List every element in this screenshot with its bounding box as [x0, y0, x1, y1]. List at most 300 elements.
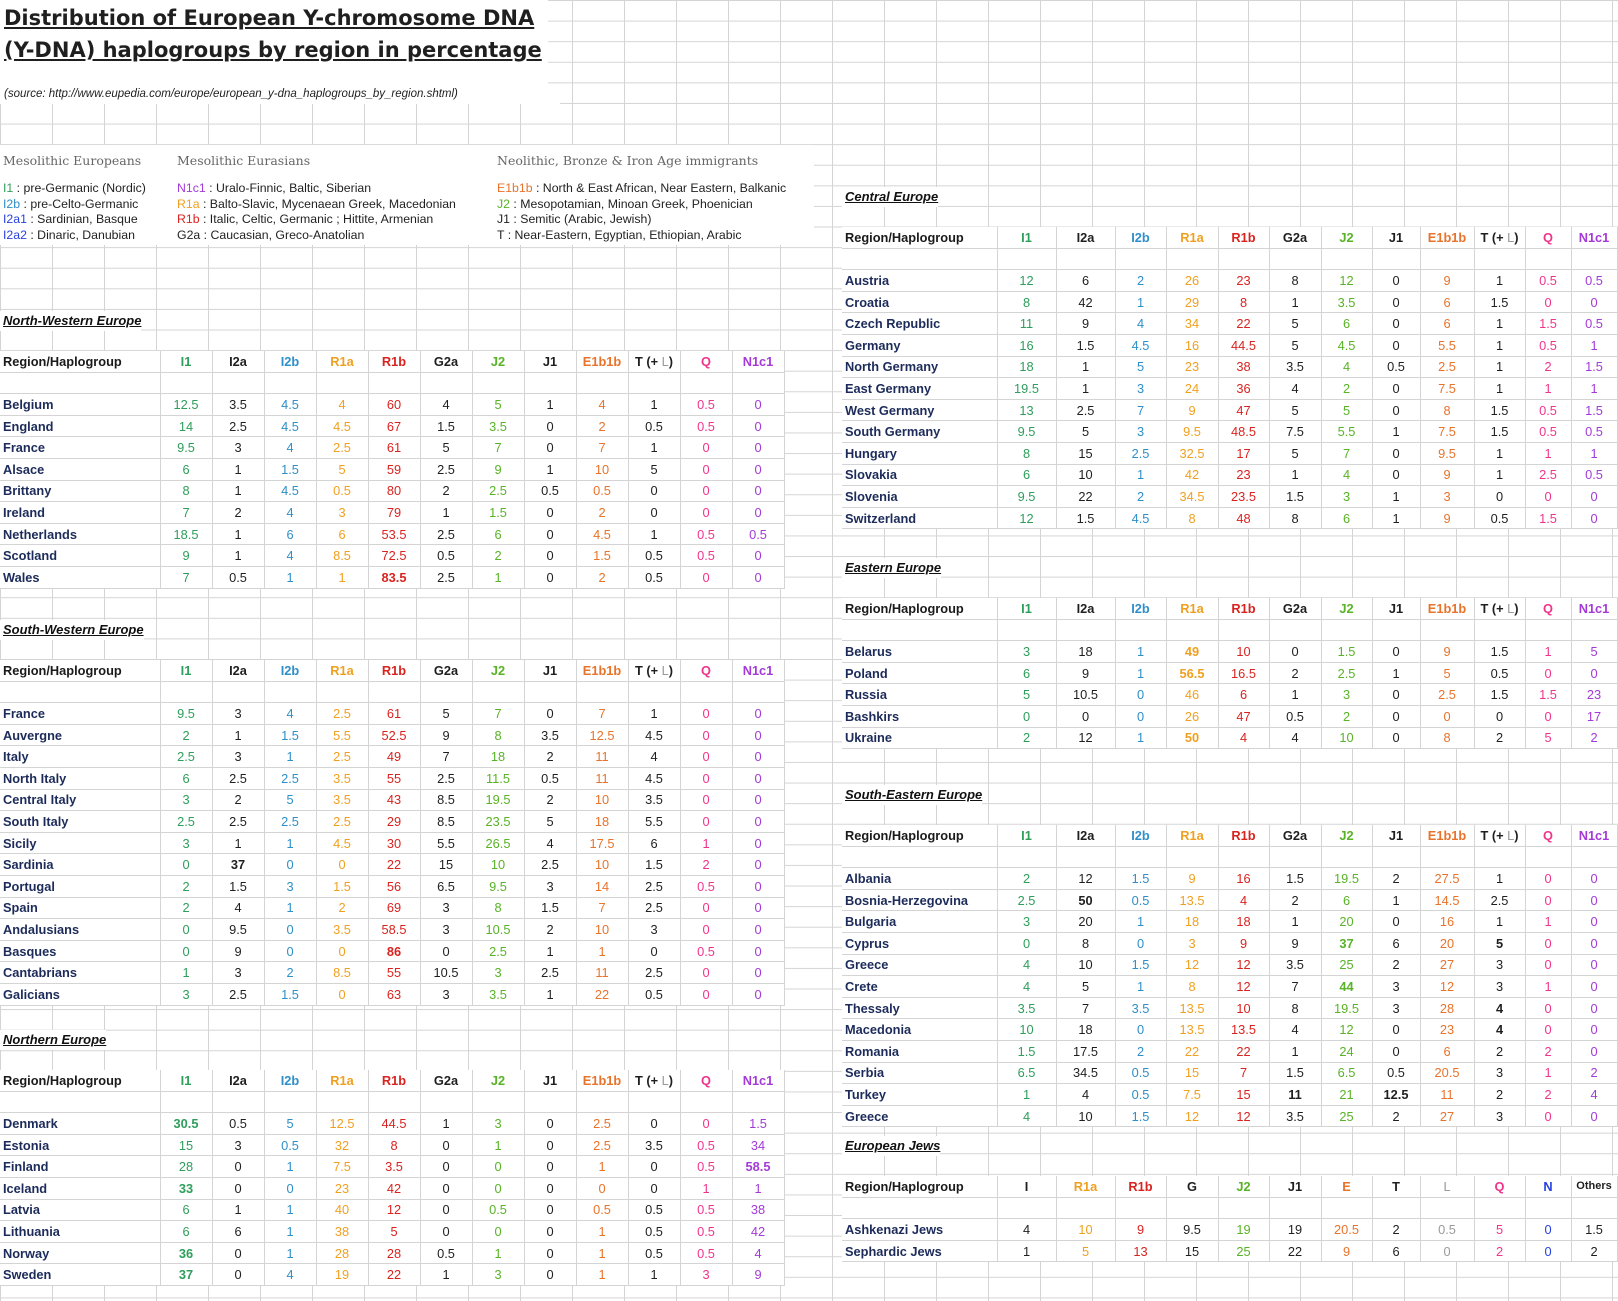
- value-cell: 15: [1166, 1062, 1218, 1084]
- value-cell: 22: [1056, 486, 1115, 508]
- table-row: [842, 641, 1617, 663]
- value-cell: 17.5: [576, 832, 628, 854]
- legend-item: [497, 197, 786, 213]
- value-cell: 0: [628, 480, 680, 502]
- value-cell: 4: [1218, 889, 1269, 911]
- value-cell: 29: [1166, 291, 1218, 313]
- value-cell: 13.5: [1166, 997, 1218, 1019]
- value-cell: 4.5: [1321, 334, 1372, 356]
- value-cell: 0.5: [628, 415, 680, 437]
- value-cell: 9: [160, 545, 212, 567]
- value-cell: 0: [732, 832, 784, 854]
- value-cell: 0: [1372, 641, 1420, 663]
- legend-desc: : Mesopotamian, Minoan Greek, Phoenician: [510, 196, 753, 211]
- haplogroup-table: [842, 1176, 1618, 1262]
- value-cell: 4: [732, 1242, 784, 1264]
- value-cell: 5.5: [316, 724, 368, 746]
- value-cell: 37: [212, 854, 264, 876]
- value-cell: 6: [1372, 1240, 1420, 1262]
- region-name: Macedonia: [842, 1019, 997, 1041]
- value-cell: 4: [1269, 378, 1321, 400]
- value-cell: 25: [1218, 1240, 1269, 1262]
- region-name: Latvia: [0, 1199, 160, 1221]
- value-cell: 4.5: [1115, 334, 1166, 356]
- value-cell: 2.5: [212, 767, 264, 789]
- value-cell: 2.5: [1525, 464, 1571, 486]
- value-cell: 4: [997, 976, 1056, 998]
- value-cell: 0: [680, 480, 732, 502]
- value-cell: 1.5: [1571, 399, 1617, 421]
- region-name: Thessaly: [842, 997, 997, 1019]
- value-cell: 1: [997, 1240, 1056, 1262]
- value-cell: 28: [368, 1242, 420, 1264]
- column-header: R1a: [316, 351, 368, 372]
- value-cell: 2.5: [264, 767, 316, 789]
- value-cell: 2: [1115, 1040, 1166, 1062]
- value-cell: 2: [1372, 1105, 1420, 1127]
- value-cell: 4: [420, 394, 472, 416]
- region-name: Croatia: [842, 291, 997, 313]
- legend-heading: Mesolithic Eurasians: [177, 153, 311, 168]
- table-row: [0, 854, 784, 876]
- value-cell: 22: [368, 854, 420, 876]
- value-cell: 8: [997, 291, 1056, 313]
- value-cell: 26.5: [472, 832, 524, 854]
- value-cell: 1: [212, 1199, 264, 1221]
- value-cell: 23: [1420, 1019, 1474, 1041]
- value-cell: 3: [212, 962, 264, 984]
- value-cell: 1.5: [1321, 641, 1372, 663]
- value-cell: 8.5: [316, 962, 368, 984]
- column-header: E1b1b: [1420, 227, 1474, 248]
- region-header: Region/Haplogroup: [0, 351, 160, 372]
- value-cell: 4: [997, 1219, 1056, 1241]
- value-cell: 0: [628, 1156, 680, 1178]
- column-header: Q: [680, 660, 732, 681]
- value-cell: 16: [1166, 334, 1218, 356]
- value-cell: 0: [680, 724, 732, 746]
- value-cell: 1: [212, 832, 264, 854]
- value-cell: 1: [628, 394, 680, 416]
- value-cell: 2.5: [1420, 356, 1474, 378]
- section-title: Central Europe: [842, 187, 938, 207]
- column-header: Others: [1571, 1176, 1617, 1197]
- value-cell: 7.5: [1269, 421, 1321, 443]
- table-row: [0, 832, 784, 854]
- value-cell: 0: [1571, 291, 1617, 313]
- value-cell: 0.5: [420, 1242, 472, 1264]
- value-cell: 1: [628, 703, 680, 725]
- value-cell: 2.5: [420, 458, 472, 480]
- value-cell: 0: [524, 523, 576, 545]
- value-cell: 30.5: [160, 1113, 212, 1135]
- legend-desc: : Uralo-Finnic, Baltic, Siberian: [205, 181, 372, 195]
- value-cell: 9: [420, 724, 472, 746]
- column-header: J1: [524, 351, 576, 372]
- value-cell: 18: [472, 746, 524, 768]
- value-cell: 0: [472, 1177, 524, 1199]
- value-cell: 0.5: [1571, 421, 1617, 443]
- value-cell: 2: [1321, 378, 1372, 400]
- table-row: [0, 746, 784, 768]
- value-cell: 4: [1115, 313, 1166, 335]
- value-cell: 18: [997, 356, 1056, 378]
- table-row: [842, 442, 1617, 464]
- legend-desc: : North & East African, Near Eastern, Balkanic: [532, 181, 787, 195]
- legend-desc: : Sardinian, Basque: [26, 212, 138, 226]
- value-cell: 5: [264, 789, 316, 811]
- value-cell: 0: [524, 415, 576, 437]
- value-cell: 1: [1474, 464, 1525, 486]
- legend-desc: : pre-Germanic (Nordic): [13, 181, 146, 195]
- region-name: France: [0, 703, 160, 725]
- column-header: I2b: [264, 351, 316, 372]
- value-cell: 12: [1218, 976, 1269, 998]
- region-name: Switzerland: [842, 507, 997, 529]
- column-header: R1b: [1218, 825, 1269, 846]
- legend-item: [177, 181, 456, 197]
- value-cell: 0.5: [316, 480, 368, 502]
- value-cell: 1: [212, 545, 264, 567]
- value-cell: 1: [1474, 313, 1525, 335]
- column-header: N1c1: [1571, 227, 1617, 248]
- value-cell: 15: [1056, 442, 1115, 464]
- value-cell: 7: [160, 566, 212, 588]
- value-cell: 1.5: [264, 983, 316, 1005]
- legend-code: R1a: [177, 196, 200, 211]
- value-cell: 0: [1372, 378, 1420, 400]
- value-cell: 22: [1269, 1240, 1321, 1262]
- value-cell: 8: [1166, 507, 1218, 529]
- region-name: Sardinia: [0, 854, 160, 876]
- value-cell: 1: [212, 523, 264, 545]
- value-cell: 0: [628, 940, 680, 962]
- value-cell: 3: [997, 911, 1056, 933]
- value-cell: 3.5: [1269, 356, 1321, 378]
- value-cell: 3.5: [628, 1134, 680, 1156]
- value-cell: 0: [628, 502, 680, 524]
- value-cell: 6: [997, 464, 1056, 486]
- column-header: T (+ L): [628, 1070, 680, 1091]
- table-row: [842, 507, 1617, 529]
- value-cell: 1: [524, 983, 576, 1005]
- value-cell: 0.5: [420, 545, 472, 567]
- value-cell: 0.5: [1372, 356, 1420, 378]
- value-cell: 0: [732, 962, 784, 984]
- value-cell: 10: [576, 789, 628, 811]
- value-cell: 16.5: [1218, 662, 1269, 684]
- value-cell: 9: [1056, 662, 1115, 684]
- value-cell: 12: [1218, 954, 1269, 976]
- value-cell: 4: [1056, 1084, 1115, 1106]
- value-cell: 0: [524, 703, 576, 725]
- value-cell: 7.5: [1420, 421, 1474, 443]
- value-cell: 0: [732, 724, 784, 746]
- region-name: Galicians: [0, 983, 160, 1005]
- value-cell: 1: [1115, 291, 1166, 313]
- value-cell: 0: [680, 962, 732, 984]
- region-name: Cantabrians: [0, 962, 160, 984]
- value-cell: 1: [1525, 378, 1571, 400]
- legend-item: [177, 228, 456, 244]
- value-cell: 3.5: [1269, 954, 1321, 976]
- region-name: Andalusians: [0, 919, 160, 941]
- value-cell: 0.5: [628, 1242, 680, 1264]
- table-row: [842, 1105, 1617, 1127]
- value-cell: 7: [1218, 1062, 1269, 1084]
- value-cell: 24: [1321, 1040, 1372, 1062]
- table-row: [0, 811, 784, 833]
- value-cell: 59: [368, 458, 420, 480]
- value-cell: 60: [368, 394, 420, 416]
- value-cell: 4: [1269, 1019, 1321, 1041]
- column-header: Q: [680, 351, 732, 372]
- value-cell: 22: [368, 1264, 420, 1286]
- value-cell: 56: [368, 875, 420, 897]
- table-row: [842, 684, 1617, 706]
- column-header: I2a: [1056, 227, 1115, 248]
- value-cell: 44.5: [368, 1113, 420, 1135]
- value-cell: 5: [1525, 727, 1571, 749]
- value-cell: 0.5: [524, 480, 576, 502]
- value-cell: 5: [1571, 641, 1617, 663]
- legend-item: [3, 212, 146, 228]
- value-cell: 5.5: [628, 811, 680, 833]
- value-cell: 0.5: [680, 940, 732, 962]
- value-cell: 0: [1525, 1019, 1571, 1041]
- value-cell: 0.5: [680, 545, 732, 567]
- region-name: Bashkirs: [842, 705, 997, 727]
- value-cell: 15: [160, 1134, 212, 1156]
- value-cell: 0: [732, 854, 784, 876]
- region-name: France: [0, 437, 160, 459]
- value-cell: 0.5: [680, 1199, 732, 1221]
- value-cell: 3.5: [1321, 291, 1372, 313]
- legend-item: [3, 228, 146, 244]
- column-header: J1: [524, 1070, 576, 1091]
- column-header: N1c1: [732, 1070, 784, 1091]
- column-header: J2: [472, 1070, 524, 1091]
- value-cell: 80: [368, 480, 420, 502]
- value-cell: 22: [1218, 1040, 1269, 1062]
- value-cell: 5.5: [420, 832, 472, 854]
- value-cell: 0: [732, 789, 784, 811]
- value-cell: 2: [524, 919, 576, 941]
- value-cell: 2.5: [1420, 684, 1474, 706]
- value-cell: 10: [576, 919, 628, 941]
- table-row: [0, 897, 784, 919]
- legend-code: J1: [497, 212, 510, 226]
- value-cell: 12: [1166, 954, 1218, 976]
- value-cell: 7: [576, 897, 628, 919]
- column-header: J1: [524, 660, 576, 681]
- value-cell: 0: [524, 1113, 576, 1135]
- table-row: [842, 378, 1617, 400]
- value-cell: 2: [1474, 1084, 1525, 1106]
- value-cell: 0: [1115, 932, 1166, 954]
- value-cell: 5: [1474, 1219, 1525, 1241]
- value-cell: 32: [316, 1134, 368, 1156]
- value-cell: 5: [524, 811, 576, 833]
- value-cell: 10: [1321, 727, 1372, 749]
- value-cell: 6: [1372, 932, 1420, 954]
- value-cell: 23.5: [472, 811, 524, 833]
- column-header: R1a: [1166, 598, 1218, 619]
- column-header: J1: [1372, 825, 1420, 846]
- value-cell: 2: [1269, 889, 1321, 911]
- value-cell: 1: [576, 1221, 628, 1243]
- column-header: E1b1b: [576, 1070, 628, 1091]
- value-cell: 0: [1372, 464, 1420, 486]
- region-name: Brittany: [0, 480, 160, 502]
- value-cell: 1: [212, 480, 264, 502]
- value-cell: 3: [997, 641, 1056, 663]
- value-cell: 0: [732, 502, 784, 524]
- value-cell: 42: [1056, 291, 1115, 313]
- table-row: [842, 662, 1617, 684]
- table-row: [842, 464, 1617, 486]
- table-row: [0, 983, 784, 1005]
- value-cell: 1: [264, 566, 316, 588]
- value-cell: 2.5: [264, 811, 316, 833]
- value-cell: 0: [420, 1221, 472, 1243]
- value-cell: 1: [472, 566, 524, 588]
- value-cell: 0: [680, 437, 732, 459]
- value-cell: 8: [368, 1134, 420, 1156]
- column-header: R1b: [368, 1070, 420, 1091]
- value-cell: 19.5: [1321, 868, 1372, 890]
- region-name: Scotland: [0, 545, 160, 567]
- value-cell: 23: [1166, 356, 1218, 378]
- value-cell: 0: [1571, 911, 1617, 933]
- value-cell: 32.5: [1166, 442, 1218, 464]
- value-cell: 4: [1474, 1019, 1525, 1041]
- value-cell: 7: [472, 703, 524, 725]
- value-cell: 3.5: [1269, 1105, 1321, 1127]
- table-row: [842, 1219, 1617, 1241]
- value-cell: 8: [1269, 507, 1321, 529]
- value-cell: 3: [1474, 1062, 1525, 1084]
- column-header: I2b: [1115, 825, 1166, 846]
- value-cell: 3: [264, 875, 316, 897]
- table-header-row: [842, 227, 1617, 248]
- region-name: North Germany: [842, 356, 997, 378]
- table-row: [842, 399, 1617, 421]
- value-cell: 42: [368, 1177, 420, 1199]
- value-cell: 0.5: [680, 394, 732, 416]
- value-cell: 6.5: [420, 875, 472, 897]
- table-header-row: [842, 598, 1617, 619]
- value-cell: 2.5: [420, 767, 472, 789]
- value-cell: 1.5: [1474, 421, 1525, 443]
- value-cell: 26: [1166, 270, 1218, 292]
- column-header: I1: [997, 825, 1056, 846]
- value-cell: 2: [1474, 1240, 1525, 1262]
- value-cell: 1: [1115, 641, 1166, 663]
- value-cell: 24: [1166, 378, 1218, 400]
- value-cell: 1.5: [1115, 868, 1166, 890]
- value-cell: 1: [1474, 378, 1525, 400]
- value-cell: 1: [524, 458, 576, 480]
- column-header: J2: [1321, 227, 1372, 248]
- region-name: Slovenia: [842, 486, 997, 508]
- column-header: G2a: [1269, 825, 1321, 846]
- table-header-row: [0, 1070, 784, 1091]
- value-cell: 7: [1321, 442, 1372, 464]
- value-cell: 4: [1474, 997, 1525, 1019]
- column-header: Q: [1525, 598, 1571, 619]
- value-cell: 20: [1420, 932, 1474, 954]
- value-cell: 1: [212, 724, 264, 746]
- value-cell: 6.5: [1321, 1062, 1372, 1084]
- region-name: Portugal: [0, 875, 160, 897]
- value-cell: 2.5: [316, 437, 368, 459]
- table-row: [842, 705, 1617, 727]
- legend-item: [177, 212, 456, 228]
- value-cell: 67: [368, 415, 420, 437]
- value-cell: 6: [628, 832, 680, 854]
- value-cell: 6: [316, 523, 368, 545]
- value-cell: 47: [1218, 705, 1269, 727]
- value-cell: 3.5: [212, 394, 264, 416]
- value-cell: 2: [1474, 727, 1525, 749]
- table-row: [842, 1040, 1617, 1062]
- column-header: T (+ L): [628, 351, 680, 372]
- value-cell: 5: [1474, 932, 1525, 954]
- column-header: I2b: [264, 660, 316, 681]
- value-cell: 1.5: [1571, 356, 1617, 378]
- legend-column: [177, 181, 456, 243]
- column-header: T (+ L): [1474, 598, 1525, 619]
- value-cell: 4: [1321, 464, 1372, 486]
- value-cell: 1: [1372, 662, 1420, 684]
- value-cell: 0: [1571, 486, 1617, 508]
- value-cell: 1: [1269, 911, 1321, 933]
- value-cell: 0: [1420, 705, 1474, 727]
- value-cell: 17: [1218, 442, 1269, 464]
- region-name: Hungary: [842, 442, 997, 464]
- column-header: G2a: [420, 351, 472, 372]
- value-cell: 1: [1525, 1062, 1571, 1084]
- value-cell: 1: [1474, 334, 1525, 356]
- region-name: Slovakia: [842, 464, 997, 486]
- column-header: E1b1b: [1420, 598, 1474, 619]
- table-row: [0, 437, 784, 459]
- region-name: Greece: [842, 954, 997, 976]
- value-cell: 14: [576, 875, 628, 897]
- value-cell: 2: [160, 724, 212, 746]
- value-cell: 0: [316, 854, 368, 876]
- value-cell: 2.5: [576, 1134, 628, 1156]
- table-row: [0, 1177, 784, 1199]
- value-cell: 0: [1571, 997, 1617, 1019]
- value-cell: 0: [1115, 1019, 1166, 1041]
- column-header: I2a: [1056, 598, 1115, 619]
- region-header: Region/Haplogroup: [0, 1070, 160, 1091]
- value-cell: 50: [1056, 889, 1115, 911]
- value-cell: 4: [524, 832, 576, 854]
- value-cell: 0: [264, 854, 316, 876]
- value-cell: 1: [1525, 442, 1571, 464]
- value-cell: 2: [472, 545, 524, 567]
- value-cell: 2.5: [212, 811, 264, 833]
- section-title: South-Western Europe: [0, 620, 144, 640]
- value-cell: 5: [1056, 976, 1115, 998]
- value-cell: 4: [212, 897, 264, 919]
- value-cell: 0: [680, 811, 732, 833]
- table-row: [842, 1084, 1617, 1106]
- value-cell: 0.5: [212, 566, 264, 588]
